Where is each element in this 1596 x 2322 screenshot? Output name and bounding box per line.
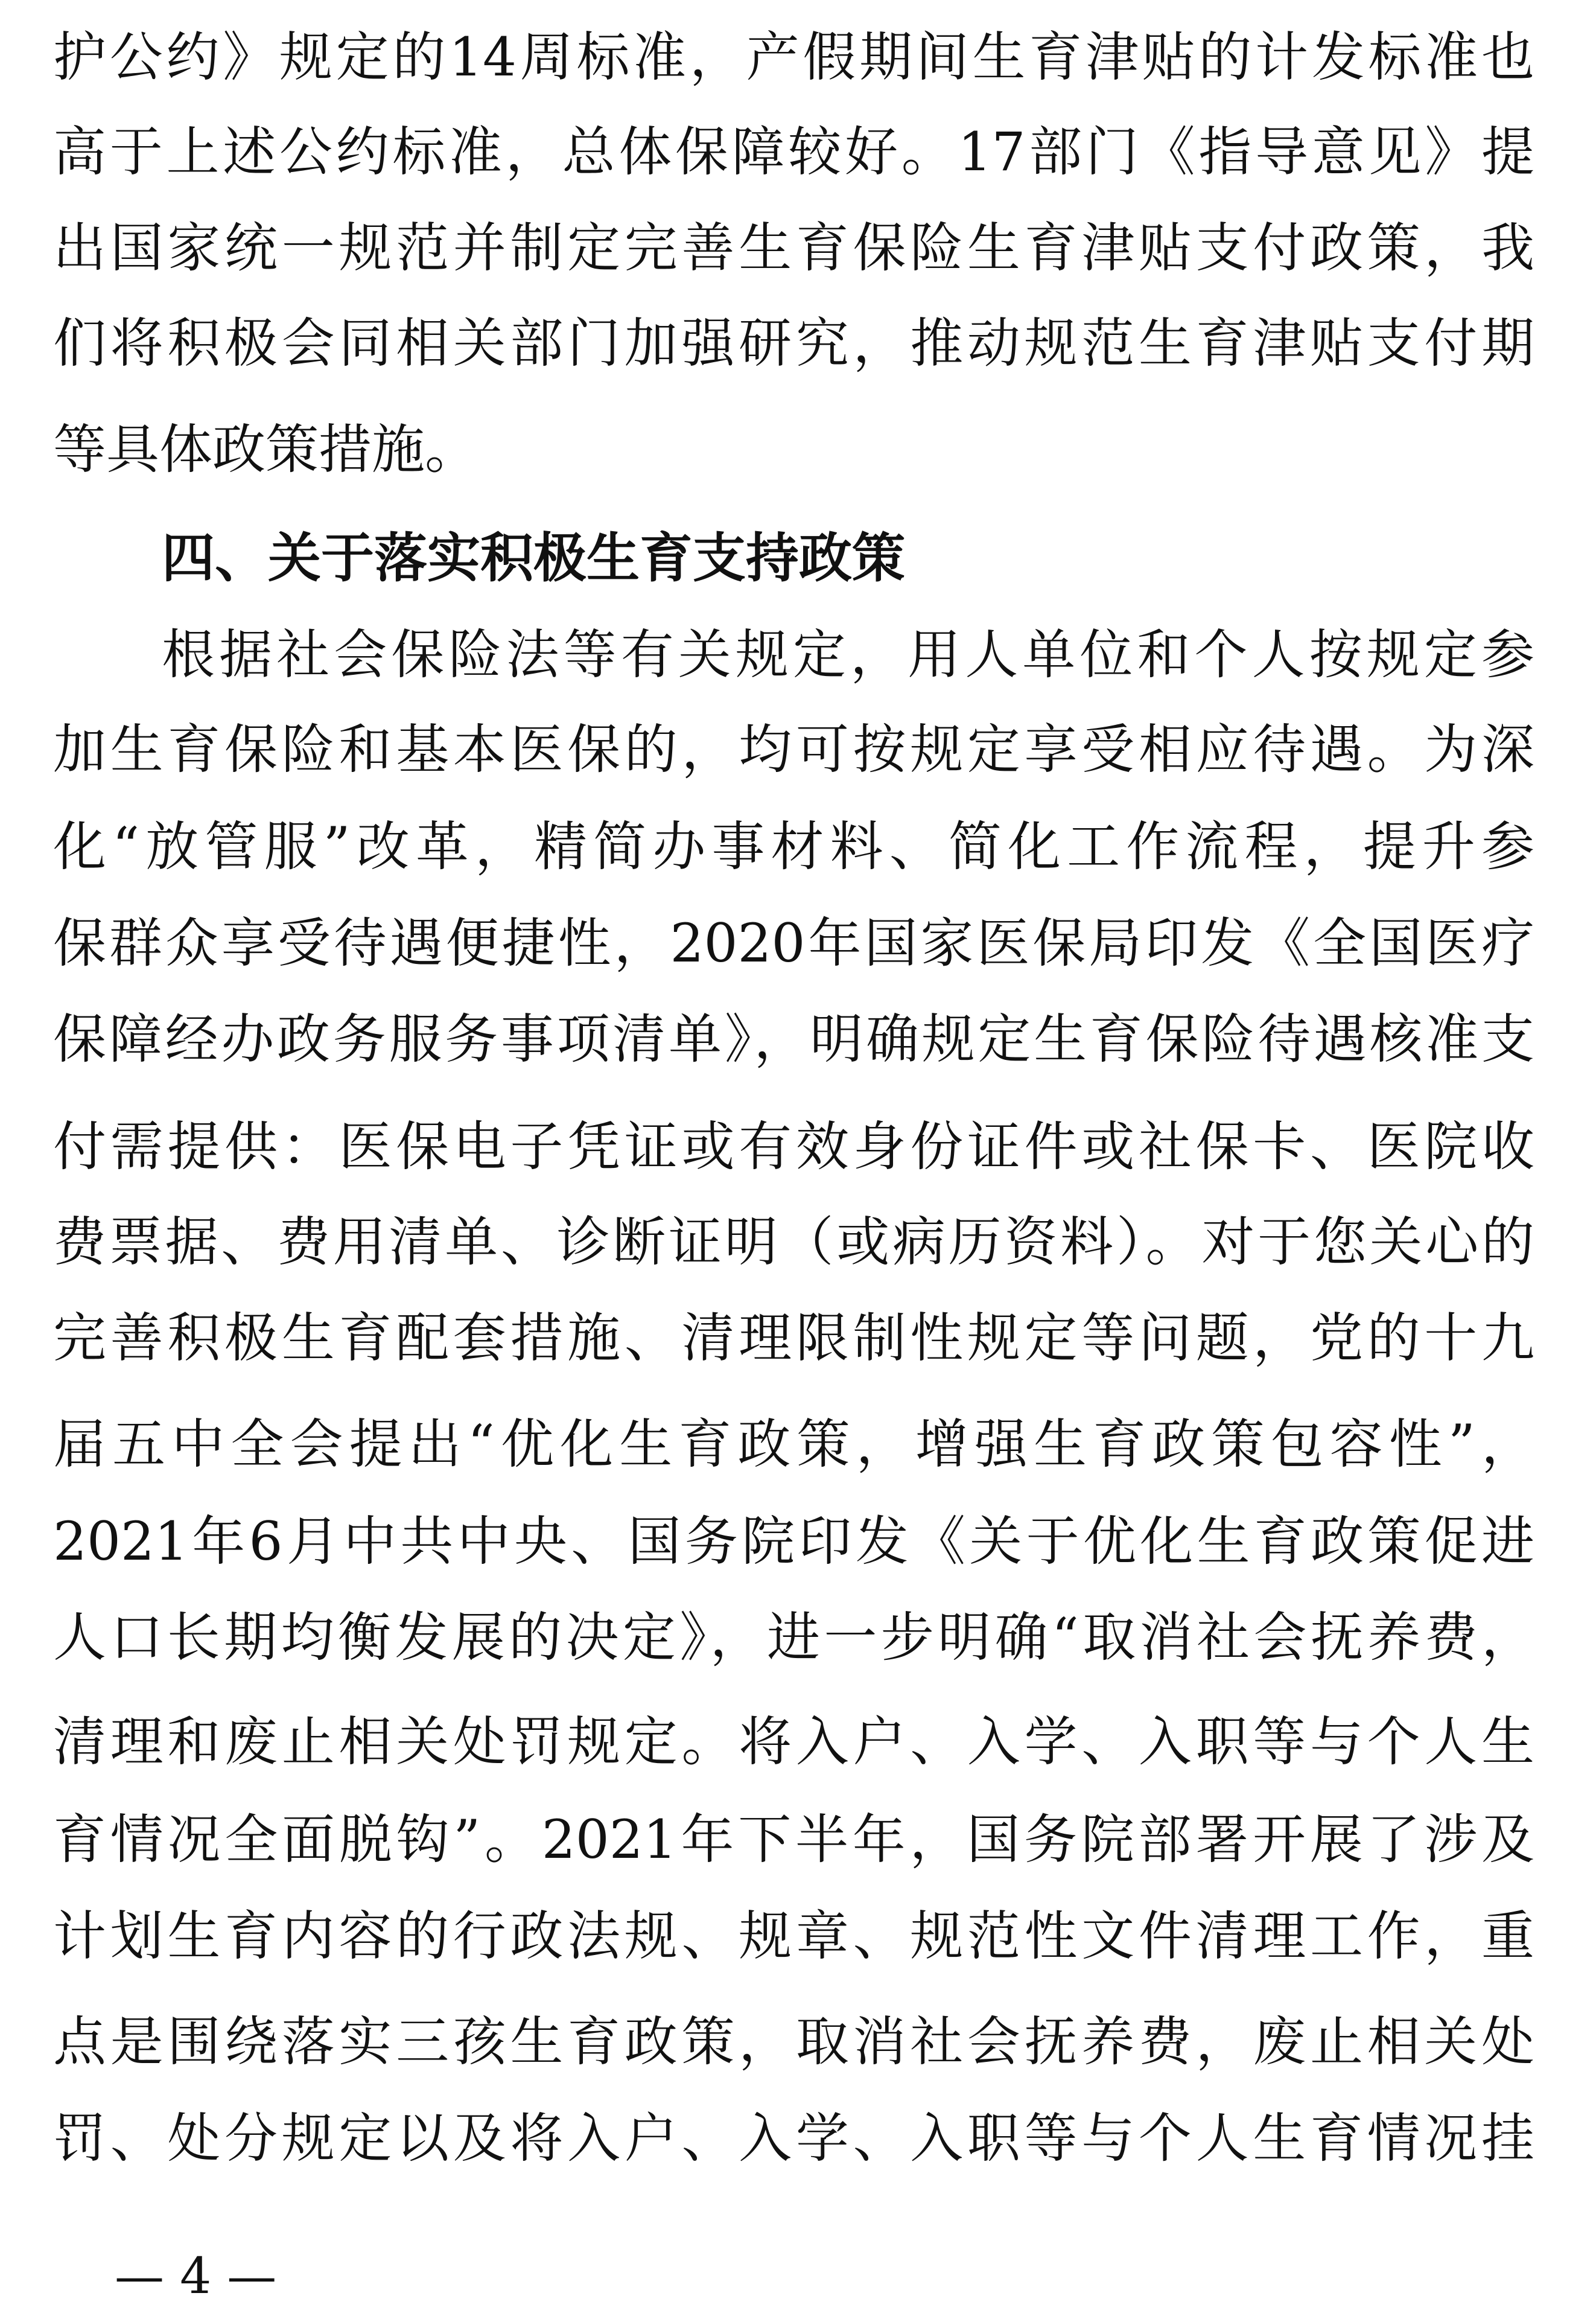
paragraph-line: 们将积极会同相关部门加强研究，推动规范生育津贴支付期 (53, 312, 1534, 374)
paragraph-line: 出国家统一规范并制定完善生育保险生育津贴支付政策，我 (53, 217, 1534, 279)
paragraph-line: 人口长期均衡发展的决定》，进一步明确“取消社会抚养费， (53, 1606, 1534, 1668)
paragraph-line: 高于上述公约标准，总体保障较好。17部门《指导意见》提 (53, 121, 1534, 183)
paragraph-line: 费票据、费用清单、诊断证明（或病历资料）。对于您关心的 (53, 1211, 1534, 1273)
paragraph-line: 根据社会保险法等有关规定，用人单位和个人按规定参 (162, 624, 1534, 686)
paragraph-line: 完善积极生育配套措施、清理限制性规定等问题，党的十九 (53, 1307, 1534, 1369)
paragraph-line: 护公约》规定的14周标准，产假期间生育津贴的计发标准也 (53, 26, 1534, 88)
paragraph-line: 等具体政策措施。 (53, 418, 478, 480)
paragraph-line: 清理和废止相关处罚规定。将入户、入学、入职等与个人生 (53, 1711, 1534, 1773)
paragraph-line: 罚、处分规定以及将入户、入学、入职等与个人生育情况挂 (53, 2107, 1534, 2169)
paragraph-line: 届五中全会提出“优化生育政策，增强生育政策包容性”， (53, 1413, 1534, 1475)
paragraph-line: 计划生育内容的行政法规、规章、规范性文件清理工作，重 (53, 1905, 1534, 1967)
paragraph-line: 点是围绕落实三孩生育政策，取消社会抚养费，废止相关处 (53, 2011, 1534, 2073)
page-number: — 4 — (115, 2248, 277, 2305)
section-heading: 四、关于落实积极生育支持政策 (162, 527, 906, 589)
paragraph-line: 保障经办政务服务事项清单》，明确规定生育保险待遇核准支 (53, 1008, 1534, 1070)
paragraph-line: 2021年6月中共中央、国务院印发《关于优化生育政策促进 (53, 1510, 1534, 1572)
paragraph-line: 保群众享受待遇便捷性，2020年国家医保局印发《全国医疗 (53, 912, 1534, 974)
paragraph-line: 加生育保险和基本医保的，均可按规定享受相应待遇。为深 (53, 718, 1534, 780)
paragraph-line: 付需提供：医保电子凭证或有效身份证件或社保卡、医院收 (53, 1115, 1534, 1178)
paragraph-line: 化“放管服”改革，精简办事材料、简化工作流程，提升参 (53, 815, 1534, 878)
paragraph-line: 育情况全面脱钩”。2021年下半年，国务院部署开展了涉及 (53, 1808, 1534, 1871)
